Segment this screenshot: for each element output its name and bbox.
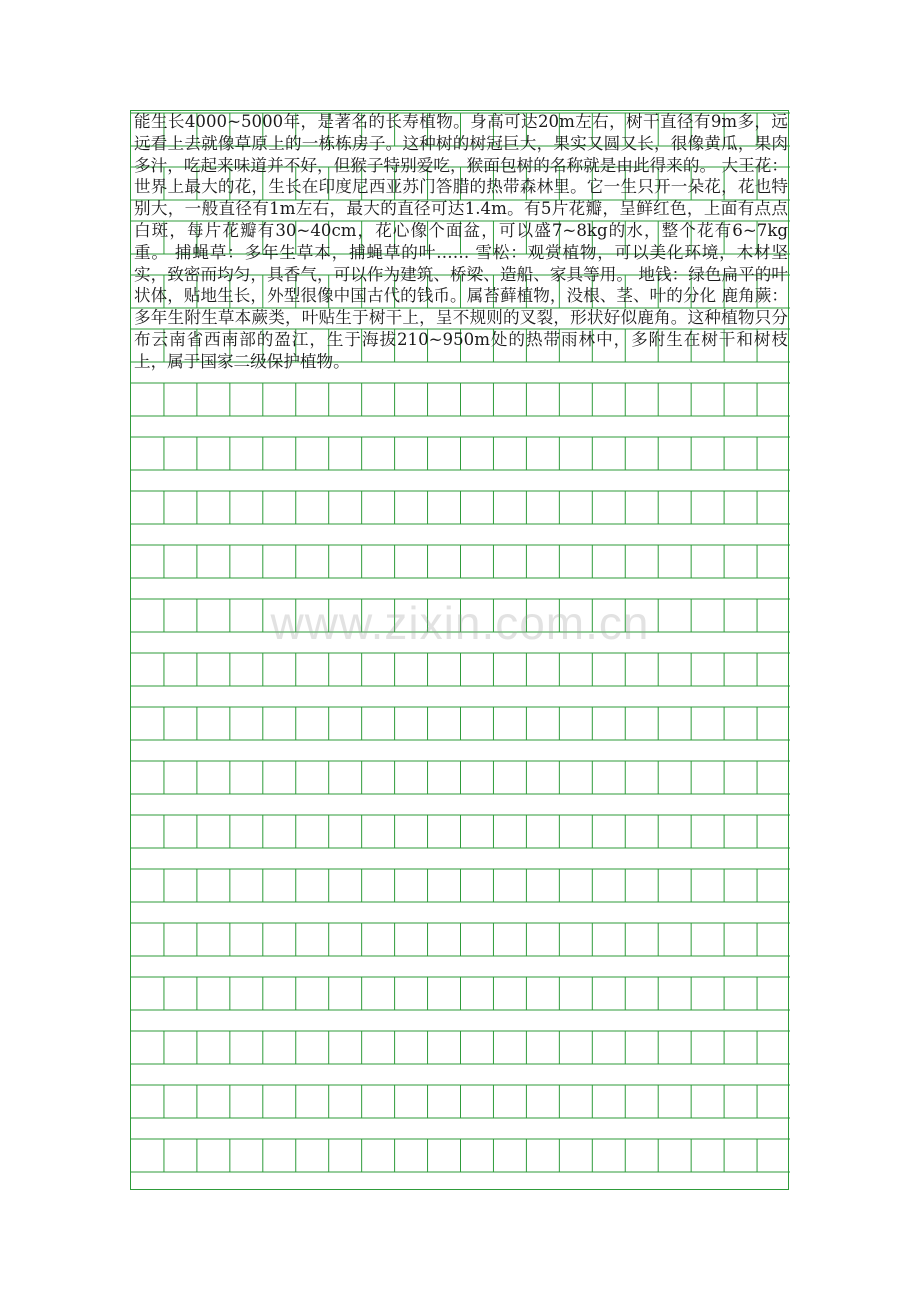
watermark-text: www.zixin.com.cn [270,597,650,649]
composition-grid-sheet [130,110,789,1190]
essay-text: 能生长4000~5000年，是著名的长寿植物。身高可达20m左右，树干直径有9m多，远远看上去就像草原上的一栋栋房子。这种树的树冠巨大，果实又圆又长，很像黄瓜，果肉多汁，吃起来味道并不好，但猴子特别爱吃，猴面包树的名称就是由此得来的。 大王花：世界上最大的花，生长在印度尼西亚苏门答腊的热带森林里。它一生只开一朵花，花也特别大，一般直径有1m左右，最大的直径可达1.4m。有5片花瓣，呈鲜红色，上面有点点白斑，每片花瓣有30~40cm，花心像个面盆，可以盛7~8kg的水，整个花有6~7kg重。 捕蝇草：多年生草本，捕蝇草的叶…… 雪松：观赏植物，可以美化环境，木材坚实，致密而均匀，具香气，可以作为建筑、桥梁、造船、家具等用。 地钱：绿色扁平的叶状体，贴地生长，外型很像中国古代的钱币。属苔藓植物，没根、茎、叶的分化 鹿角蕨：多年生附生草本蕨类，叶贴生于树干上，呈不规则的叉裂，形状好似鹿角。这种植物只分布云南省西南部的盈江，生于海拔210~950m处的热带雨林中，多附生在树干和树枝上，属于国家二级保护植物。 [134,112,788,371]
